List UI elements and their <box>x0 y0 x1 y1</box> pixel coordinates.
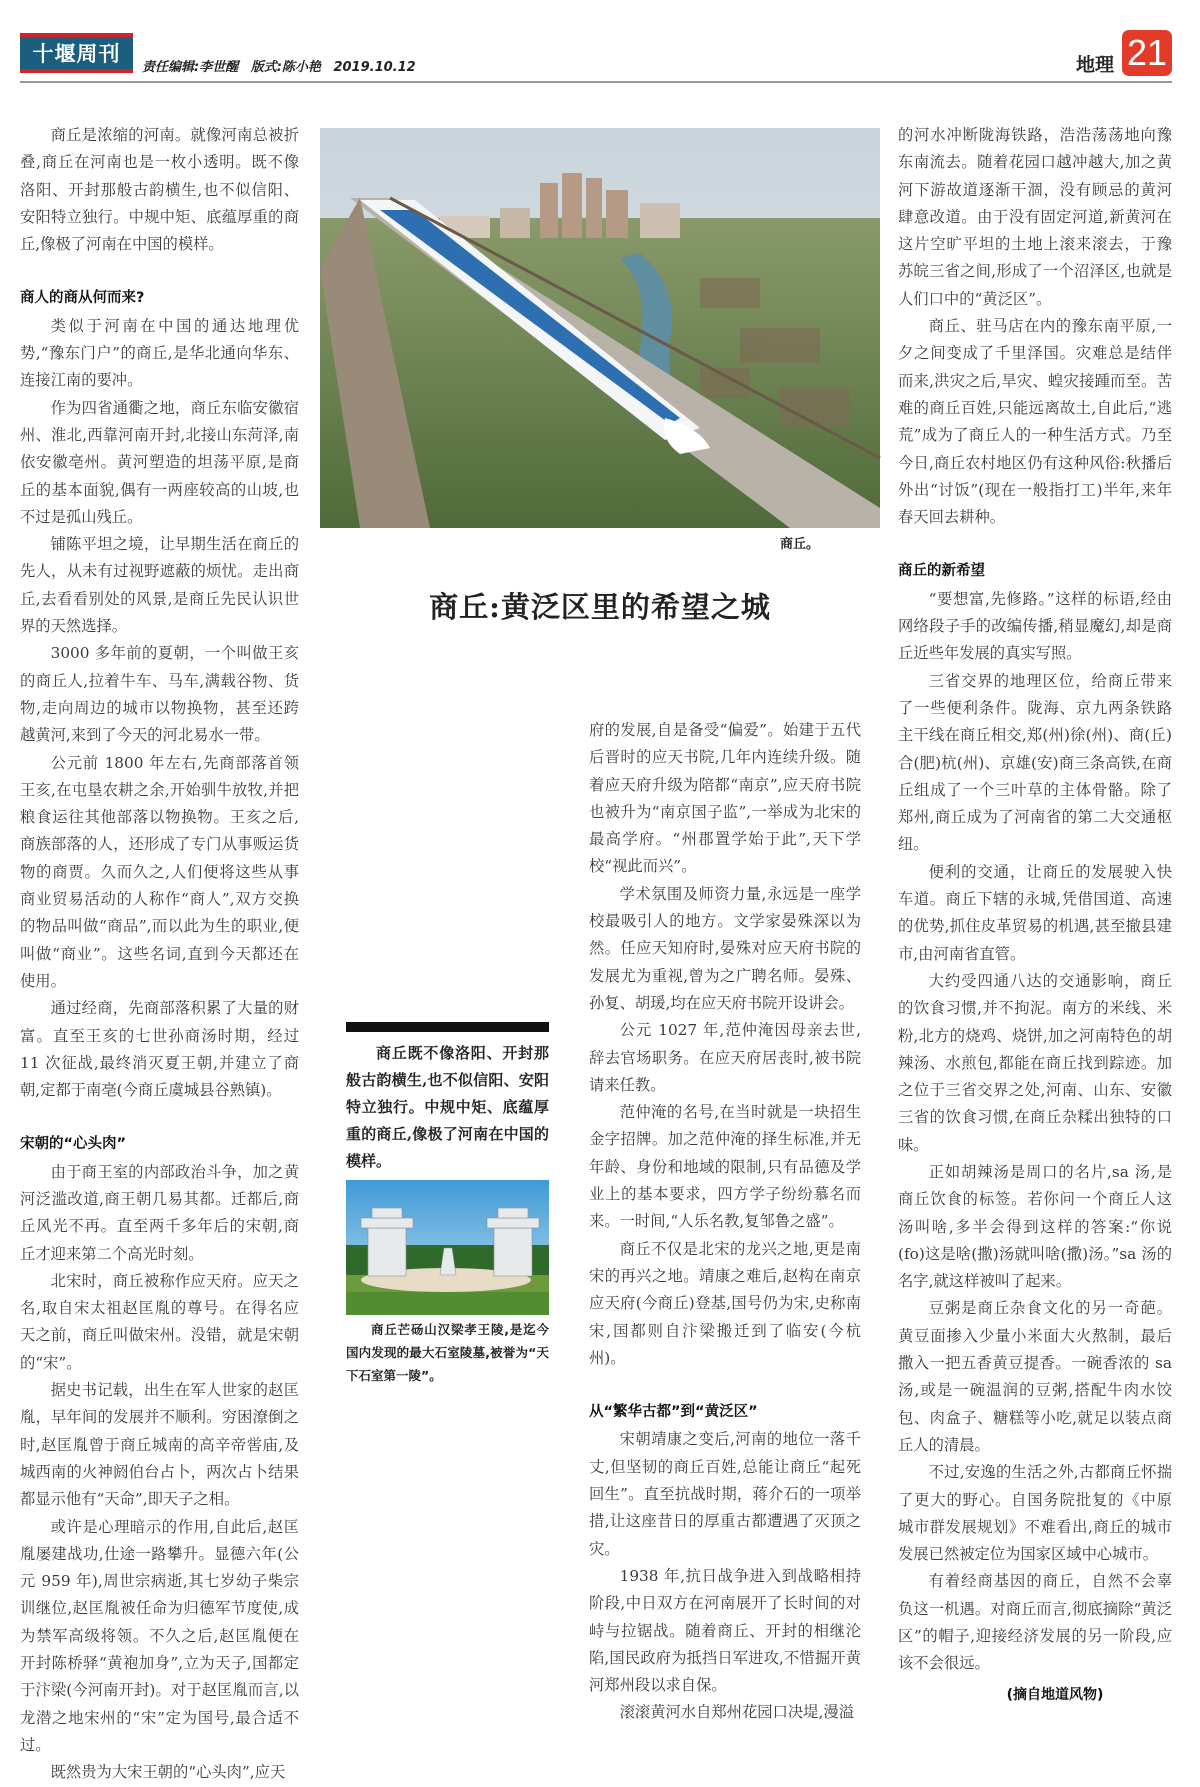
section-heading: 商人的商从何而来? <box>20 290 145 307</box>
article-paragraph: 公元前 1800 年左右,先商部落首领王亥,在屯垦农耕之余,开始驯牛放牧,并把粮食运往其他部落以物换物。王亥之后,商族部落的人，还形成了专门从事贩运货物的商贾。久而久之,人们便将这些从事商业贸易活动的人称作“商人”,双方交换的物品叫做“商品”,而以此为生的职业,便叫做“商业”。这些名词,直到今天都还在使用。 <box>20 753 299 990</box>
page-number-badge: 21 <box>1122 30 1172 76</box>
article-paragraph: 作为四省通衢之地，商丘东临安徽宿州、淮北,西靠河南开封,北接山东菏泽,南依安徽亳州。黄河塑造的坦荡平原,是商丘的基本面貌,偶有一两座较高的山坡,也不过是孤山残丘。 <box>20 398 299 526</box>
article-paragraph: 据史书记载，出生在军人世家的赵匡胤，早年间的发展并不顺利。穷困潦倒之时,赵匡胤曾于商丘城南的高辛帝喾庙,及城西南的火神阏伯台占卜，两次占卜结果都显示他有“天命”,即天子之相。 <box>20 1381 299 1509</box>
train-photo-illustration <box>320 128 880 528</box>
tomb-gate-illustration <box>346 1180 549 1315</box>
editor-credit: 责任编辑:李世醒 <box>142 60 239 75</box>
pull-quote-bar <box>346 1022 549 1032</box>
article-paragraph: 豆粥是商丘杂食文化的另一奇葩。黄豆面掺入少量小米面大火熬制，最后撒入一把五香黄豆提香。一碗香浓的 sa 汤,或是一碗温润的豆粥,搭配牛肉水饺包、肉盒子、糖糕等小吃,就足以装点商丘人的清晨。 <box>898 1299 1172 1454</box>
article-paragraph: 3000 多年前的夏朝，一个叫做王亥的商丘人,拉着牛车、马车,满载谷物、货物,走向周边的城市以物换物，甚至还跨越黄河,来到了今天的河北易水一带。 <box>20 644 299 745</box>
main-photo-high-speed-train <box>320 128 880 528</box>
article-paragraph: 或许是心理暗示的作用,自此后,赵匡胤屡建战功,仕途一路攀升。显德六年(公元 959 年),周世宗病逝,其七岁幼子柴宗训继位,赵匡胤被任命为归德军节度使,成为禁军高级将领。不久之后,赵匡胤便在开封陈桥驿“黄袍加身”,立为天子,国都定于汴梁(今河南开封)。对于赵匡胤而言,以龙潜之地宋州的“宋”定为国号,最合适不过。 <box>20 1517 299 1754</box>
article-paragraph: 类似于河南在中国的通达地理优势,“豫东门户”的商丘,是华北通向华东、连接江南的要冲。 <box>20 316 299 390</box>
article-paragraph: 宋朝靖康之变后,河南的地位一落千丈,但坚韧的商丘百姓,总能让商丘“起死回生”。直至抗战时期，蒋介石的一项举措,让这座昔日的厚重古都遭遇了灭顶之灾。 <box>589 1430 861 1558</box>
article-paragraph: 铺陈平坦之境，让早期生活在商丘的先人，从未有过视野遮蔽的烦忧。走出商丘,去看看别处的风景,是商丘先民认识世界的天然选择。 <box>20 535 299 636</box>
article-paragraph: 商丘、驻马店在内的豫东南平原,一夕之间变成了千里泽国。灾难总是结伴而来,洪灾之后,旱灾、蝗灾接踵而至。苦难的商丘百姓,只能远离故土,自此后,“逃荒”成为了商丘人的一种生活方式。乃至今日,商丘农村地区仍有这种风俗:秋播后外出“讨饭”(现在一般指打工)半年,来年春天回去耕种。 <box>898 317 1172 527</box>
article-column-left <box>20 122 299 1782</box>
article-paragraph: 由于商王室的内部政治斗争，加之黄河泛滥改道,商王朝几易其都。迁都后,商丘风光不再。直至两千多年后的宋朝,商丘才迎来第二个高光时刻。 <box>20 1162 299 1263</box>
article-column-middle <box>589 717 861 1761</box>
header-meta <box>142 56 424 75</box>
article-source: (摘自地道风物) <box>1006 1686 1104 1703</box>
layout-credit: 版式:陈小艳 <box>250 60 321 75</box>
masthead-logo <box>20 33 133 73</box>
article-paragraph: “要想富,先修路。”这样的标语,经由网络段子手的改编传播,稍显魔幻,却是商丘近些年发展的真实写照。 <box>898 589 1172 663</box>
article-paragraph: 不过,安逸的生活之外,古都商丘怀揣了更大的野心。自国务院批复的《中原城市群发展规划》不难看出,商丘的城市发展已然被定位为国家区域中心城市。 <box>898 1463 1172 1564</box>
article-paragraph: 公元 1027 年,范仲淹因母亲去世,辞去官场职务。在应天府居丧时,被书院请来任教。 <box>589 1021 861 1094</box>
section-name: 地理 <box>1075 54 1114 76</box>
article-paragraph: 大约受四通八达的交通影响，商丘的饮食习惯,并不拘泥。南方的米线、米粉,北方的烧鸡、烧饼,加之河南特色的胡辣汤、水煎包,都能在商丘找到踪迹。加之位于三省交界之处,河南、山东、安徽三省的饮食习惯,在商丘杂糅出独特的口味。 <box>898 971 1172 1154</box>
pull-quote-text: 商丘既不像洛阳、开封那般古韵横生,也不似信阳、安阳特立独行。中规中矩、底蕴厚重的商丘,像极了河南在中国的模样。 <box>346 1044 549 1170</box>
issue-date: 2019.10.12 <box>333 60 416 75</box>
article-paragraph: 府的发展,自是备受“偏爱”。始建于五代后晋时的应天书院,几年内连续升级。随着应天府升级为陪都“南京”,应天府书院也被升为“南京国子监”,一举成为北宋的最高学府。“州郡置学始于此”,天下学校“视此而兴”。 <box>589 721 861 876</box>
article-column-right <box>898 122 1172 1703</box>
masthead-logo-text: 十堰周刊 <box>32 41 121 66</box>
article-title: 商丘:黄泛区里的希望之城 <box>429 590 771 624</box>
article-paragraph: 通过经商，先商部落积累了大量的财富。直至王亥的七世孙商汤时期，经过 11 次征战,最终消灭夏王朝,并建立了商朝,定都于南亳(今商丘虞城县谷熟镇)。 <box>20 999 299 1100</box>
article-paragraph: 便利的交通，让商丘的发展驶入快车道。商丘下辖的永城,凭借国道、高速的优势,抓住皮革贸易的机遇,甚至撤县建市,由河南省直管。 <box>898 862 1172 963</box>
article-paragraph: 北宋时，商丘被称作应天府。应天之名,取自宋太祖赵匡胤的尊号。在得名应天之前，商丘叫做宋州。没错，就是宋朝的“宋”。 <box>20 1271 299 1372</box>
article-paragraph: 三省交界的地理区位，给商丘带来了一些便利条件。陇海、京九两条铁路主干线在商丘相交,郑(州)徐(州)、商(丘)合(肥)杭(州)、京雄(安)商三条高铁,在商丘组成了一个三叶草的主体骨骼。除了郑州,商丘成为了河南省的第二大交通枢纽。 <box>898 671 1172 854</box>
section-heading: 商丘的新希望 <box>898 563 985 580</box>
article-paragraph: 正如胡辣汤是周口的名片,sa 汤,是商丘饮食的标签。若你问一个商丘人这汤叫啥,多半会得到这样的答案:“你说(fo)这是啥(撒)汤就叫啥(撒)汤。”sa 汤的名字,就这样被叫了起来。 <box>898 1162 1172 1291</box>
main-photo-caption: 商丘。 <box>780 537 820 552</box>
header-divider <box>20 81 1172 83</box>
article-paragraph: 1938 年,抗日战争进入到战略相持阶段,中日双方在河南展开了长时间的对峙与拉锯战。随着商丘、开封的相继沦陷,国民政府为抵挡日军进攻,不惜掘开黄河郑州段以求自保。 <box>589 1566 861 1695</box>
tomb-photo-caption-text: 商丘芒砀山汉梁孝王陵,是迄今国内发现的最大石室陵墓,被誉为“天下石室第一陵”。 <box>346 1322 549 1383</box>
tomb-photo-liang-xiao-wang <box>346 1180 549 1315</box>
pull-quote <box>346 1040 549 1175</box>
article-paragraph: 既然贵为大宋王朝的“心头肉”,应天 <box>50 1763 286 1782</box>
article-paragraph: 范仲淹的名号,在当时就是一块招生金字招牌。加之范仲淹的择生标准,并无年龄、身份和地域的限制,只有品德及学业上的基本要求，四方学子纷纷慕名而来。一时间,“人乐名教,复邹鲁之盛”。 <box>589 1103 861 1231</box>
section-heading: 从“繁华古都”到“黄泛区” <box>589 1404 758 1421</box>
article-paragraph: 商丘不仅是北宋的龙兴之地,更是南宋的再兴之地。靖康之难后,赵构在南京应天府(今商丘)登基,国号仍为宋,史称南宋,国都则自汴梁搬迁到了临安(今杭州)。 <box>589 1239 861 1367</box>
article-paragraph: 学术氛围及师资力量,永远是一座学校最吸引人的地方。文学家晏殊深以为然。任应天知府时,晏殊对应天府书院的发展尤为重视,曾为之广聘名师。晏殊、孙复、胡瑗,均在应天府书院开设讲会。 <box>589 884 861 1012</box>
article-paragraph: 有着经商基因的商丘，自然不会辜负这一机遇。对商丘而言,彻底摘除“黄泛区”的帽子,迎接经济发展的另一阶段,应该不会很远。 <box>898 1572 1172 1673</box>
tomb-photo-caption <box>346 1318 549 1387</box>
section-heading: 宋朝的“心头肉” <box>20 1136 127 1153</box>
article-paragraph: 商丘是浓缩的河南。就像河南总被折叠,商丘在河南也是一枚小透明。既不像洛阳、开封那般古韵横生,也不似信阳、安阳特立独行。中规中矩、底蕴厚重的商丘,像极了河南在中国的模样。 <box>20 126 299 254</box>
article-paragraph: 滚滚黄河水自郑州花园口决堤,漫溢 <box>619 1703 854 1722</box>
article-paragraph: 的河水冲断陇海铁路，浩浩荡荡地向豫东南流去。随着花园口越冲越大,加之黄河下游故道逐渐干涸，没有顾忌的黄河肆意改道。由于没有固定河道,新黄河在这片空旷平坦的土地上滚来滚去，于豫苏皖三省之间,形成了一个沼泽区,也就是人们口中的“黄泛区”。 <box>898 126 1172 308</box>
